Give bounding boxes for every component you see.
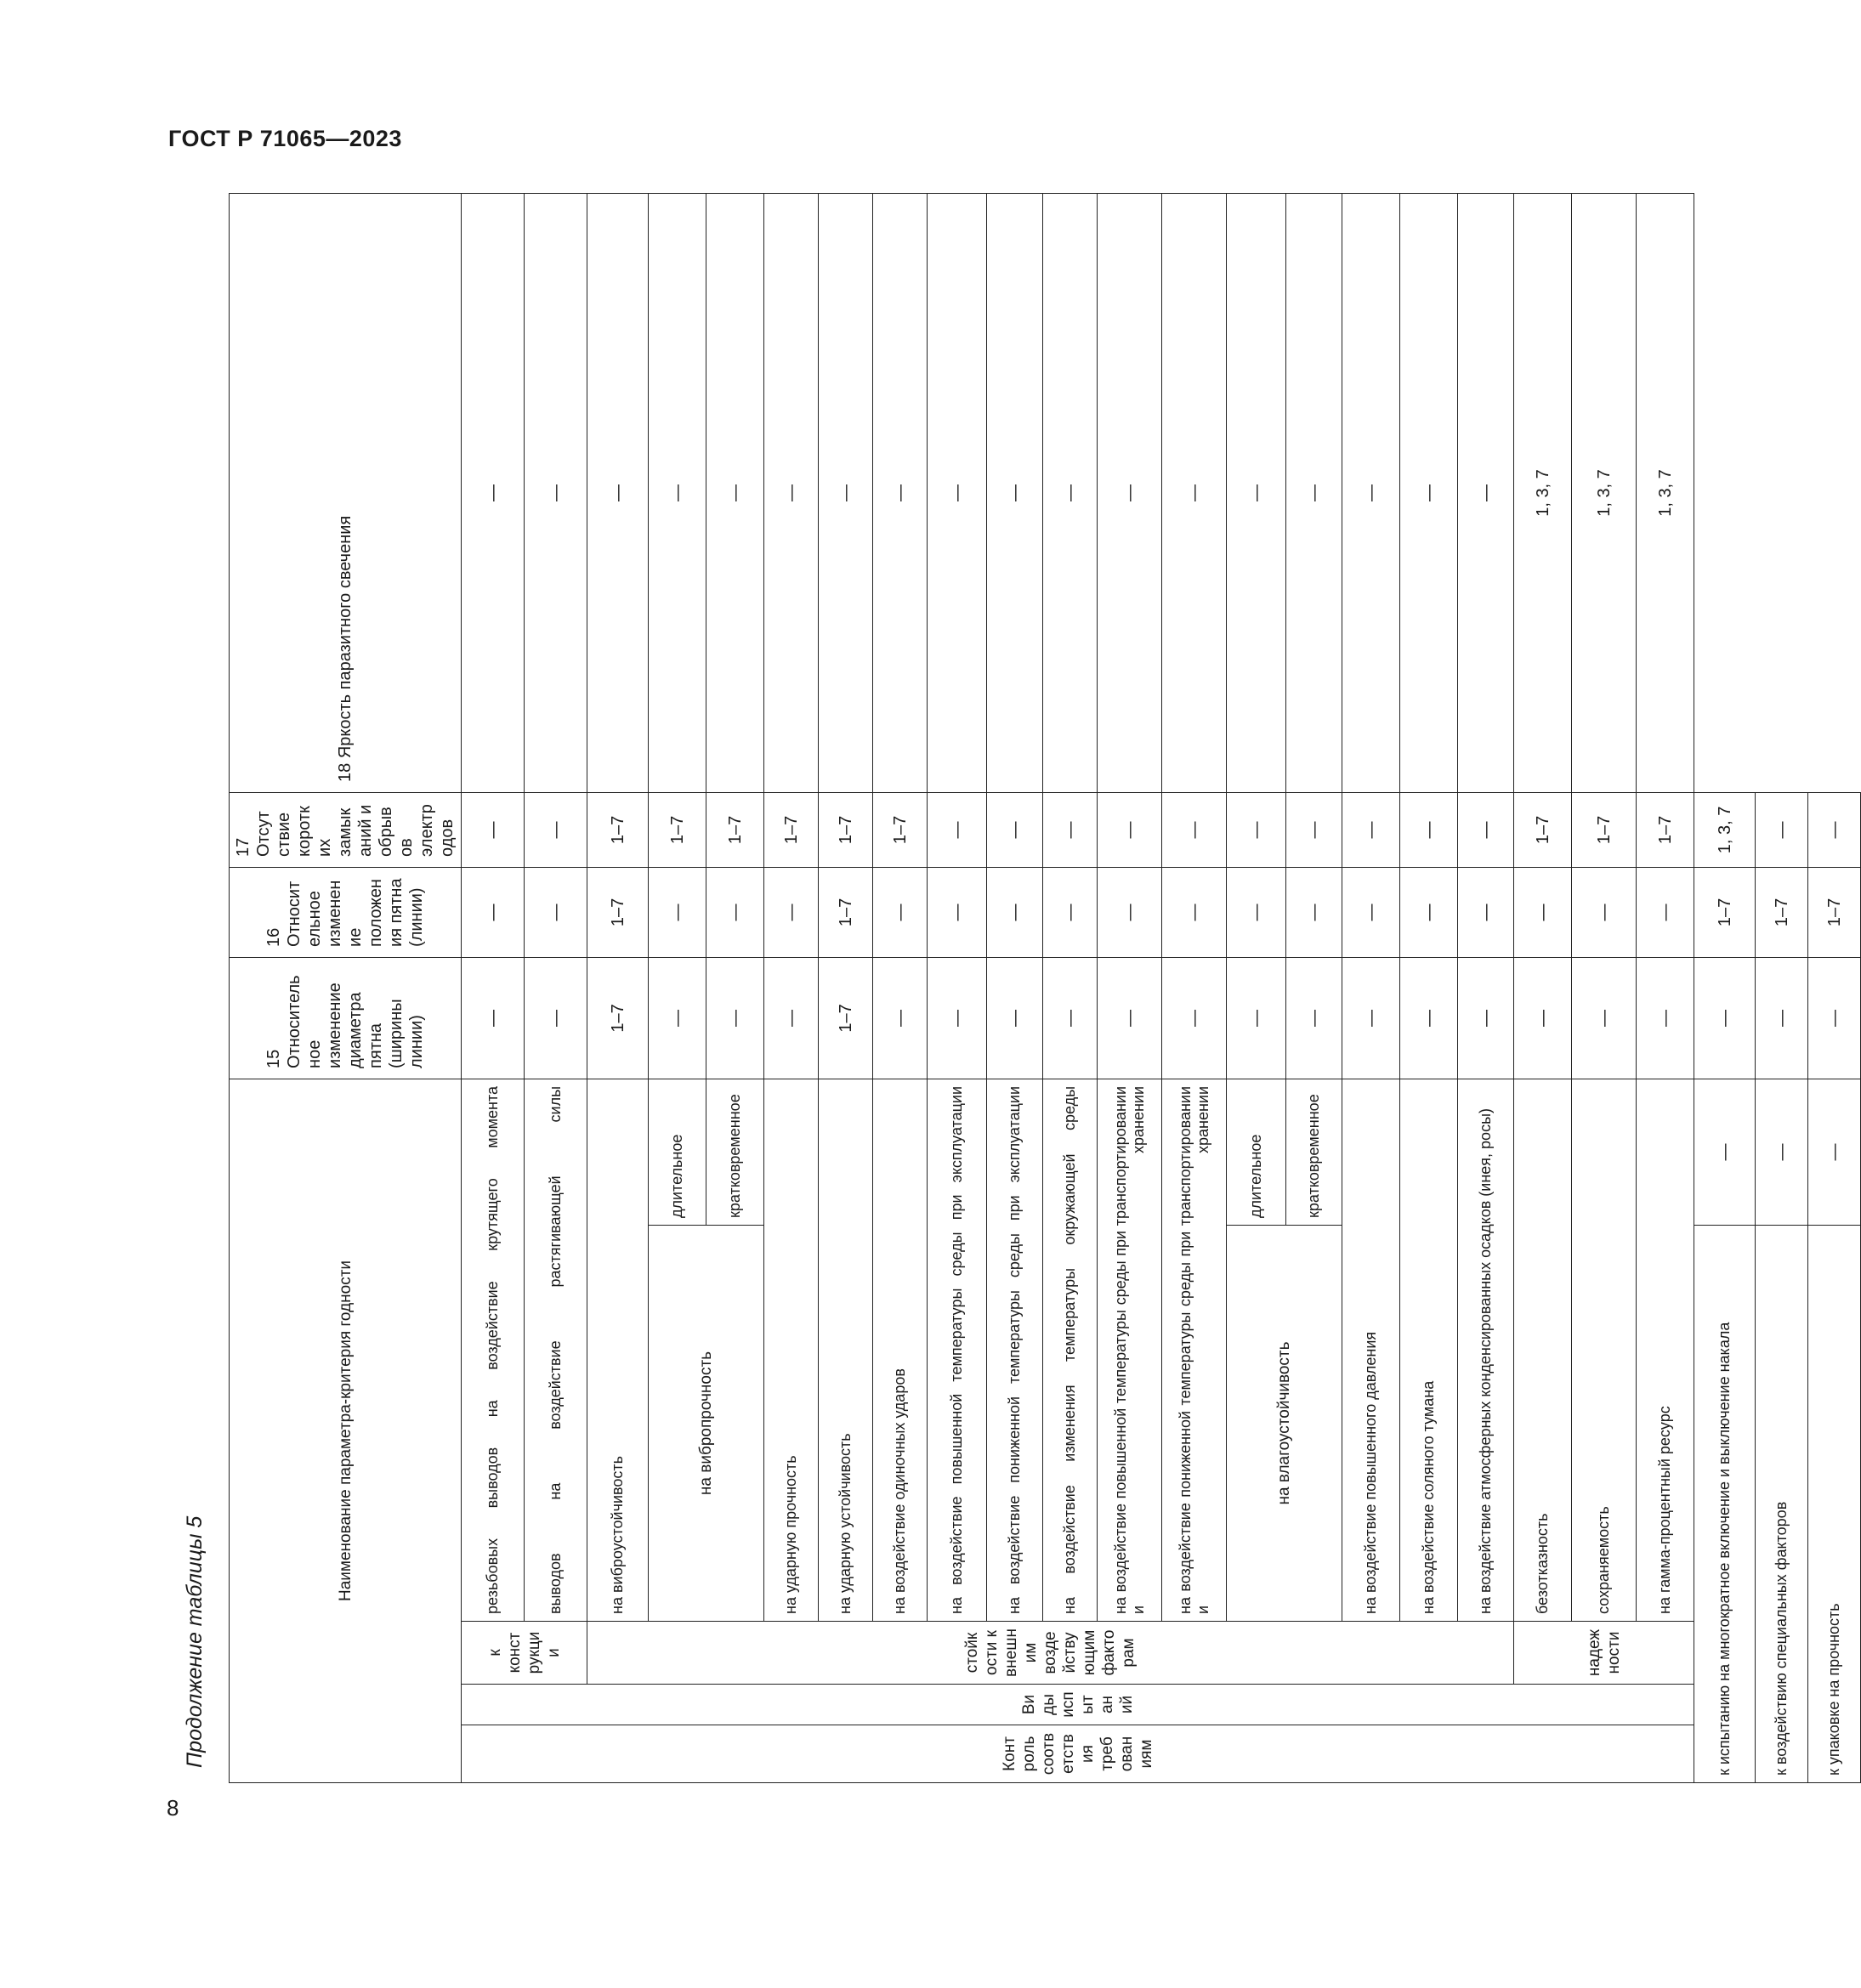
value-cell: —	[1694, 957, 1756, 1079]
column-header: на ударную прочность	[764, 1079, 819, 1621]
moisture-header: на влагоустойчивость	[1227, 1226, 1342, 1622]
value-cell: —	[706, 957, 764, 1079]
value-cell: —	[1400, 792, 1458, 867]
value-cell: —	[1400, 194, 1458, 793]
param-cell: 18 Яркость паразитного свечения	[230, 194, 462, 793]
value-cell: 1–7	[587, 957, 649, 1079]
column-header: сохраняемость	[1572, 1079, 1637, 1621]
value-cell: —	[987, 194, 1043, 793]
column-header: на воздействие одиночных ударов	[873, 1079, 928, 1621]
value-cell: 1–7	[587, 867, 649, 957]
resistance-header: стойкости к внешним воздействующим факторам	[587, 1622, 1514, 1685]
value-cell: 1–7	[587, 792, 649, 867]
column-header: на воздействие пониженной температуры среды при транспортировании и хранении	[1162, 1079, 1227, 1621]
value-cell: —	[1098, 867, 1162, 957]
vibration-strength-header: на вибропрочность	[649, 1226, 764, 1622]
value-cell: 1, 3, 7	[1694, 792, 1756, 867]
value-cell: —	[1342, 867, 1400, 957]
column-header: к воздействию специальных факторов	[1756, 1226, 1808, 1783]
value-cell: 1, 3, 7	[1572, 194, 1637, 793]
group-header: Контроль соответствия требованиям	[462, 1725, 1694, 1783]
value-cell: —	[1514, 957, 1572, 1079]
value-cell: —	[1458, 957, 1514, 1079]
value-cell: —	[525, 792, 587, 867]
value-cell: —	[1637, 957, 1694, 1079]
param-cell: 17 Отсутствие коротких замыканий и обрывов электродов	[230, 792, 462, 867]
value-cell: —	[987, 957, 1043, 1079]
value-cell: —	[462, 194, 525, 793]
value-cell: —	[1043, 867, 1098, 957]
value-cell: —	[1043, 194, 1098, 793]
value-cell: —	[928, 792, 987, 867]
column-header: на ударную устойчивость	[819, 1079, 873, 1621]
value-cell: 1–7	[819, 792, 873, 867]
value-cell: —	[1098, 792, 1162, 867]
value-cell: —	[462, 867, 525, 957]
column-header: на воздействие изменения температуры окружающей среды	[1043, 1079, 1098, 1621]
value-cell: —	[987, 867, 1043, 957]
value-cell: —	[1342, 957, 1400, 1079]
value-cell: —	[1342, 194, 1400, 793]
value-cell: —	[819, 194, 873, 793]
value-cell: 1, 3, 7	[1514, 194, 1572, 793]
value-cell: —	[1756, 957, 1808, 1079]
column-header: безотказность	[1514, 1079, 1572, 1621]
value-cell: 1–7	[764, 792, 819, 867]
requirements-table	[229, 193, 1861, 1783]
value-cell: —	[462, 957, 525, 1079]
value-cell: —	[649, 957, 706, 1079]
column-header: на воздействие повышенной температуры среды при эксплуатации	[928, 1079, 987, 1621]
value-cell: —	[1342, 792, 1400, 867]
rotated-table	[229, 193, 1844, 1783]
value-cell: —	[1637, 867, 1694, 957]
value-cell: 1–7	[819, 957, 873, 1079]
value-cell: —	[987, 792, 1043, 867]
value-cell: 1–7	[1808, 867, 1861, 957]
value-cell: —	[1162, 792, 1227, 867]
value-cell: —	[649, 194, 706, 793]
value-cell: 1–7	[706, 792, 764, 867]
value-cell: —	[928, 867, 987, 957]
value-cell: —	[1756, 1079, 1808, 1225]
value-cell: —	[1458, 194, 1514, 793]
column-header: длительное	[1227, 1079, 1286, 1225]
value-cell: —	[525, 194, 587, 793]
value-cell: —	[525, 867, 587, 957]
column-header: на виброустойчивость	[587, 1079, 649, 1621]
param-cell: 15 Относительное изменение диаметра пятна (ширины линии)	[230, 957, 462, 1079]
value-cell: —	[1286, 867, 1342, 957]
column-header: выводов на воздействие растягивающей силы	[525, 1079, 587, 1621]
value-cell: —	[764, 957, 819, 1079]
value-cell: 1–7	[1756, 867, 1808, 957]
value-cell: —	[1572, 957, 1637, 1079]
value-cell: —	[1808, 957, 1861, 1079]
column-header: на воздействие пониженной температуры среды при эксплуатации	[987, 1079, 1043, 1621]
value-cell: —	[706, 194, 764, 793]
value-cell: —	[1286, 194, 1342, 793]
value-cell: —	[706, 867, 764, 957]
value-cell: —	[1694, 1079, 1756, 1225]
value-cell: —	[462, 792, 525, 867]
value-cell: —	[1808, 792, 1861, 867]
value-cell: —	[1227, 867, 1286, 957]
value-cell: —	[1162, 957, 1227, 1079]
column-header: на воздействие атмосферных конденсированных осадков (инея, росы)	[1458, 1079, 1514, 1621]
value-cell: —	[1162, 194, 1227, 793]
value-cell: —	[1572, 867, 1637, 957]
value-cell: —	[1458, 867, 1514, 957]
value-cell: —	[1227, 957, 1286, 1079]
continuation-label: Продолжение таблицы 5	[183, 1515, 207, 1768]
value-cell: —	[1227, 194, 1286, 793]
value-cell: —	[1162, 867, 1227, 957]
column-header: на гамма-процентный ресурс	[1637, 1079, 1694, 1621]
value-cell: —	[1400, 867, 1458, 957]
value-cell: —	[873, 957, 928, 1079]
value-cell: —	[1808, 1079, 1861, 1225]
value-cell: —	[649, 867, 706, 957]
value-cell: 1–7	[1514, 792, 1572, 867]
value-cell: —	[1514, 867, 1572, 957]
value-cell: —	[873, 194, 928, 793]
reliability-header: надежности	[1514, 1622, 1694, 1685]
column-header: на воздействие повышенной температуры среды при транспортировании и хранении	[1098, 1079, 1162, 1621]
value-cell: —	[1458, 792, 1514, 867]
page-number: 8	[167, 1795, 179, 1821]
column-header: на воздействие соляного тумана	[1400, 1079, 1458, 1621]
value-cell: —	[1286, 957, 1342, 1079]
value-cell: —	[1098, 957, 1162, 1079]
param-cell: 16 Относительное изменение положения пятна (линии)	[230, 867, 462, 957]
column-header: кратковременное	[706, 1079, 764, 1225]
value-cell: —	[1043, 957, 1098, 1079]
value-cell: —	[1227, 792, 1286, 867]
value-cell: —	[873, 867, 928, 957]
value-cell: 1–7	[1694, 867, 1756, 957]
construction-header: к конструкции	[462, 1622, 587, 1685]
value-cell: —	[764, 194, 819, 793]
value-cell: —	[764, 867, 819, 957]
value-cell: —	[1286, 792, 1342, 867]
column-header: кратковременное	[1286, 1079, 1342, 1225]
test-types-header: Виды испытаний	[462, 1685, 1694, 1725]
value-cell: 1–7	[1637, 792, 1694, 867]
value-cell: —	[928, 194, 987, 793]
value-cell: —	[1098, 194, 1162, 793]
value-cell: —	[928, 957, 987, 1079]
value-cell: 1–7	[819, 867, 873, 957]
value-cell: —	[525, 957, 587, 1079]
value-cell: 1–7	[649, 792, 706, 867]
column-header: к упаковке на прочность	[1808, 1226, 1861, 1783]
column-header: на воздействие повышенного давления	[1342, 1079, 1400, 1621]
document-title: ГОСТ Р 71065—2023	[168, 126, 402, 151]
column-header: резьбовых выводов на воздействие крутящего момента	[462, 1079, 525, 1621]
value-cell: —	[1756, 792, 1808, 867]
column-header: длительное	[649, 1079, 706, 1225]
value-cell: —	[1043, 792, 1098, 867]
value-cell: —	[1400, 957, 1458, 1079]
param-header: Наименование параметра-критерия годности	[230, 1079, 462, 1782]
value-cell: —	[587, 194, 649, 793]
value-cell: 1–7	[1572, 792, 1637, 867]
value-cell: 1, 3, 7	[1637, 194, 1694, 793]
value-cell: 1–7	[873, 792, 928, 867]
column-header: к испытанию на многократное включение и выключение накала	[1694, 1226, 1756, 1783]
